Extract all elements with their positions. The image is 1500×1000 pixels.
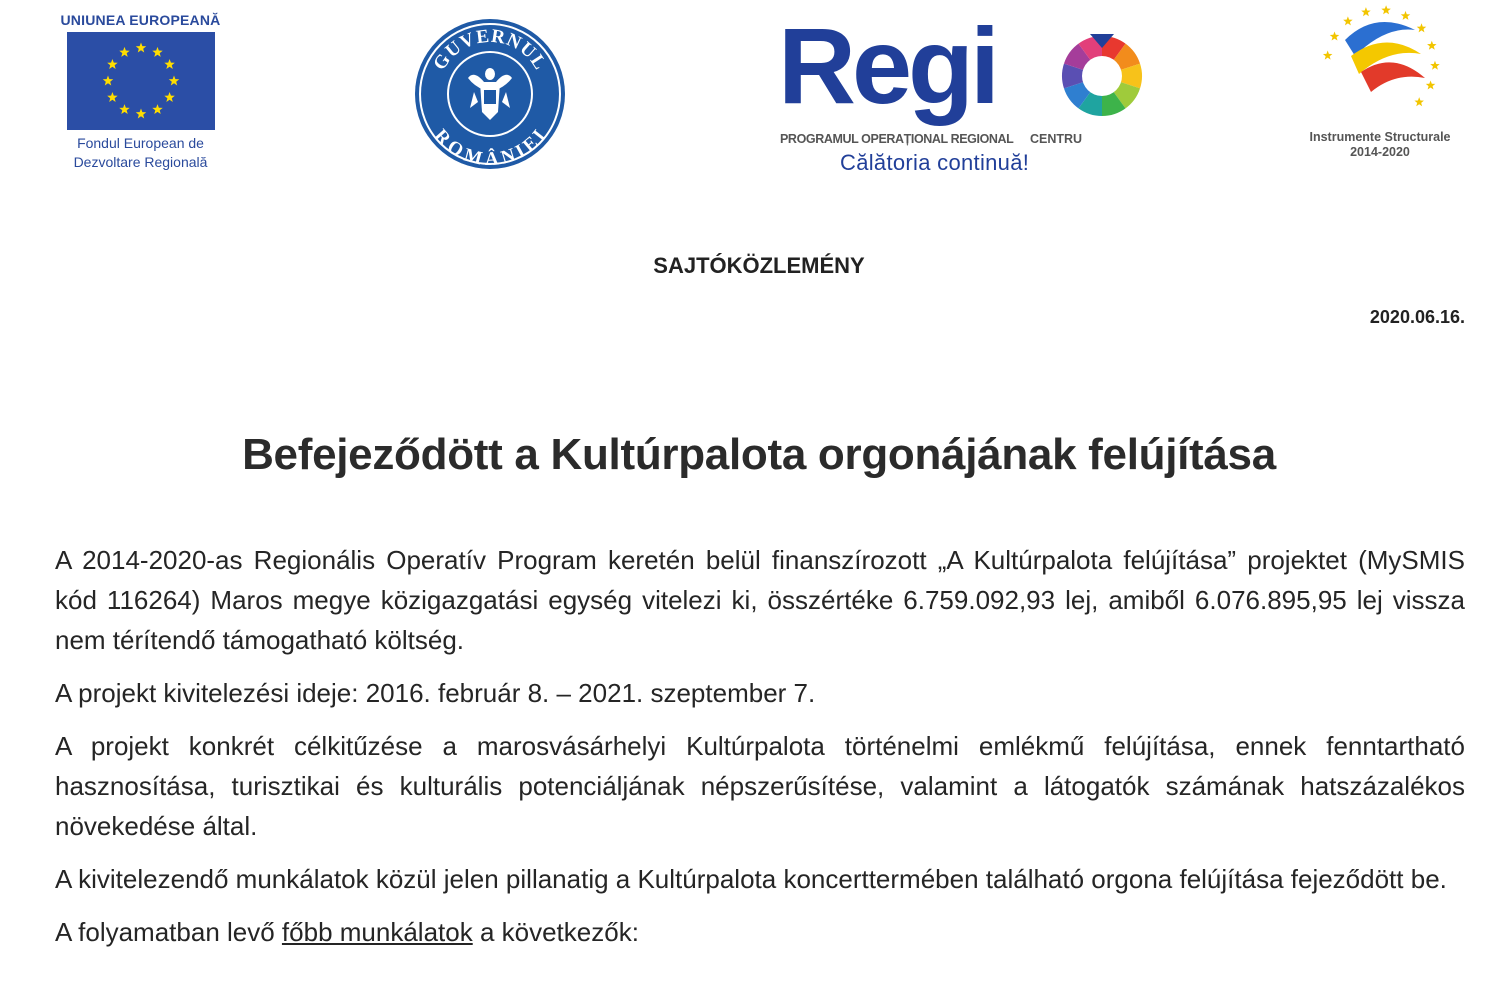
paragraph-1: A 2014-2020-as Regionális Operatív Program keretén belül finanszírozott „A Kultúrpalota felújítása” projektet (MySMIS kód 116264) Maros megye közigazgatási egység vitelezi ki, összértéke 6.759.092,93 lej, amiből 6.076.895,95 lej vissza nem térítendő támogatható költség. <box>55 545 1465 655</box>
gov-seal-icon <box>412 16 568 172</box>
eu-logo-bottom-text <box>58 134 223 172</box>
swoosh-stars-icon <box>1315 0 1445 128</box>
instrumente-structurale-logo <box>1290 0 1470 175</box>
eu-logo-top-text: UNIUNEA EUROPEANĂ <box>60 12 221 28</box>
eu-fund-line2: Dezvoltare Regională <box>73 154 208 170</box>
eu-logo <box>58 12 223 182</box>
star-icon <box>1381 5 1391 14</box>
star-icon <box>1343 16 1353 25</box>
paragraph-4: A kivitelezendő munkálatok közül jelen pillanatig a Kultúrpalota koncerttermében található orgona felújítása fejeződött be. <box>55 864 1447 894</box>
press-release-label: SAJTÓKÖZLEMÉNY <box>653 253 865 278</box>
document-date: 2020.06.16. <box>1369 307 1465 327</box>
star-icon <box>1401 11 1411 20</box>
star-icon <box>1330 32 1340 41</box>
gov-seal-logo <box>412 16 568 172</box>
star-icon <box>1430 61 1440 70</box>
paragraph-3: A projekt konkrét célkitűzése a marosvásárhelyi Kultúrpalota történelmi emlékmű felújítása, ennek fenntartható hasznosítása, turisztikai és kulturális potenciáljának népszerűsítése, valamint a látogatók számának hatszázalékos növekedése által. <box>55 731 1465 841</box>
paragraph-5-start: A folyamatban levő <box>55 917 282 947</box>
instrumente-line1: Instrumente Structurale <box>1309 130 1451 144</box>
regio-word-i: i <box>970 5 997 126</box>
regio-centru-text: CENTRU <box>1030 132 1083 146</box>
paragraph-5 <box>55 912 1465 952</box>
instrumente-line2: 2014-2020 <box>1350 145 1410 159</box>
eu-fund-line1: Fondul European de <box>77 135 204 151</box>
star-icon <box>1414 97 1424 106</box>
gov-ring-top-text: GUVERNUL <box>429 25 551 75</box>
instrumente-text <box>1290 130 1470 160</box>
paragraph-2: A projekt kivitelezési ideje: 2016. február 8. – 2021. szeptember 7. <box>55 678 816 708</box>
paragraph-5-end: a következők: <box>472 917 639 947</box>
star-icon <box>1361 7 1371 16</box>
star-icon <box>1417 23 1427 32</box>
color-ring-icon <box>1060 34 1144 118</box>
underlined-main-works: főbb munkálatok <box>281 917 473 947</box>
regio-wordmark <box>778 6 996 126</box>
regio-word-main: Reg <box>778 5 971 126</box>
regio-logo <box>778 5 1150 177</box>
star-icon <box>1323 51 1333 60</box>
gov-ring-bottom-text: ROMÂNIEI <box>429 125 551 171</box>
star-icon <box>1426 80 1436 89</box>
eu-flag-icon <box>67 32 215 130</box>
document-body <box>55 540 1465 965</box>
star-icon <box>1427 41 1437 50</box>
regio-tagline: Călătoria continuă! <box>840 150 1030 175</box>
logo-bar <box>0 0 1500 185</box>
regio-program-text: PROGRAMUL OPERAȚIONAL REGIONAL <box>780 132 1014 146</box>
document-title: Befejeződött a Kultúrpalota orgonájának felújítása <box>242 430 1276 479</box>
